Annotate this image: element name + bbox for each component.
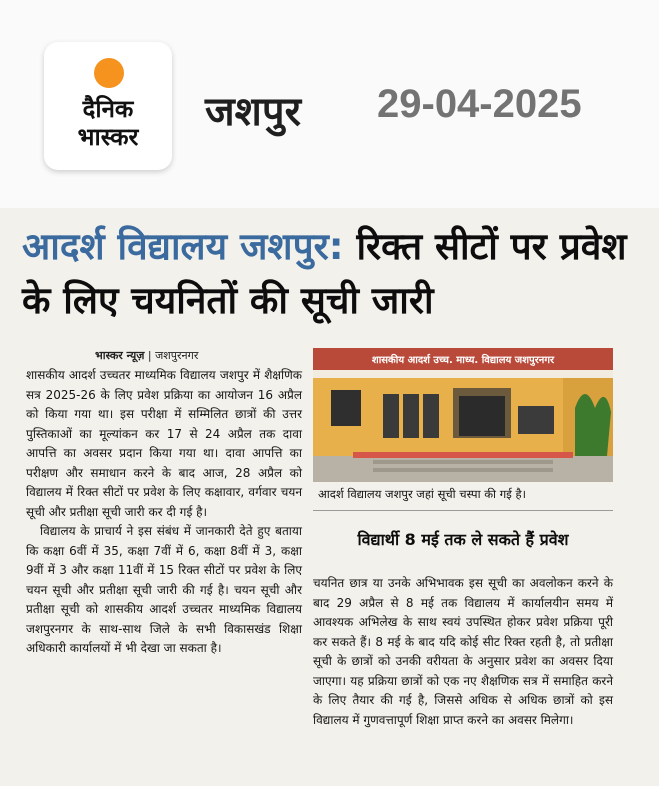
byline: भास्कर न्यूज़ | जशपुरनगर xyxy=(95,349,199,362)
article-headline xyxy=(22,220,642,328)
tree xyxy=(575,394,611,456)
school-photo xyxy=(313,348,613,482)
dainik-bhaskar-logo xyxy=(44,42,172,170)
logo-line1: दैनिक xyxy=(82,95,134,123)
article-paragraph-2: विद्यालय के प्राचार्य ने इस संबंध में जानकारी देते हुए बताया कि कक्षा 6वीं में 35, कक्षा 7वीं में 6, कक्षा 8वीं में 3, कक्षा 9वीं में 3 और कक्षा 11वीं में 15 रिक्त सीटों पर प्रवेश के लिए चयन सूची और प्रतीक्षा सूची जारी की गई है। चयन सूची और प्रतीक्षा सूची को शासकीय आदर्श उच्चतर माध्यमिक विद्यालय जशपुरनगर के साथ-साथ जिले के सभी विकासखंड शिक्षा अधिकारी कार्यालयों में भी देखा जा सकता है। xyxy=(26,524,302,655)
masthead-date: 29-04-2025 xyxy=(377,82,582,126)
divider xyxy=(313,510,613,511)
headline-rest: रिक्त सीटों पर प्रवेश के लिए चयनितों की सूची जारी xyxy=(22,225,627,322)
headline-accent: आदर्श विद्यालय जशपुर: xyxy=(22,225,344,268)
school-sign-text: शासकीय आदर्श उच्च. माध्य. विद्यालय जशपुरनगर xyxy=(371,355,555,366)
masthead-city: जशपुर xyxy=(205,89,301,135)
logo-line2: भास्कर xyxy=(77,123,139,151)
sun-icon xyxy=(94,58,124,88)
byline-place: जशपुरनगर xyxy=(155,349,199,362)
byline-source: भास्कर न्यूज़ xyxy=(95,349,145,362)
article-left-column xyxy=(26,366,302,659)
article-subhead: विद्यार्थी 8 मई तक ले सकते हैं प्रवेश xyxy=(357,530,569,549)
photo-caption: आदर्श विद्यालय जशपुर जहां सूची चस्पा की गई है। xyxy=(318,487,526,501)
article-paragraph-3: चयनित छात्र या उनके अभिभावक इस सूची का अवलोकन करने के बाद 29 अप्रैल से 8 मई तक विद्यालय में कार्यालयीन समय में आवश्यक अभिलेख के साथ स्वयं उपस्थित होकर प्रवेश प्रक्रिया पूरी कर सकते हैं। 8 मई के बाद यदि कोई सीट रिक्त रहती है, तो प्रतीक्षा सूची के छात्रों को उनकी वरीयता के अनुसार प्रवेश का अवसर दिया जाएगा। यह प्रक्रिया छात्रों को एक नए शैक्षणिक सत्र में समाहित करने के लिए तैयार की गई है, जिससे अधिक से अधिक छात्रों को इस विद्यालय में गुणवत्तापूर्ण शिक्षा प्राप्त करने का अवसर मिलेगा। xyxy=(313,576,613,727)
article-paragraph-1: शासकीय आदर्श उच्चतर माध्यमिक विद्यालय जशपुर में शैक्षणिक सत्र 2025-26 के लिए प्रवेश प्रक्रिया का आयोजन 16 अप्रैल को किया गया था। इस परीक्षा में सम्मिलित छात्रों की उत्तर पुस्तिकाओं का मूल्यांकन कर 17 से 24 अप्रैल तक दावा आपत्ति का अवसर प्रदान किया गया था। दावा आपत्ति का परीक्षण और समाधान करने के बाद आज, 28 अप्रैल को विद्यालय में रिक्त सीटों पर प्रवेश के लिए कक्षावार, वर्गवार चयन सूची और प्रतीक्षा सूची जारी कर दी गई है। xyxy=(26,368,302,519)
